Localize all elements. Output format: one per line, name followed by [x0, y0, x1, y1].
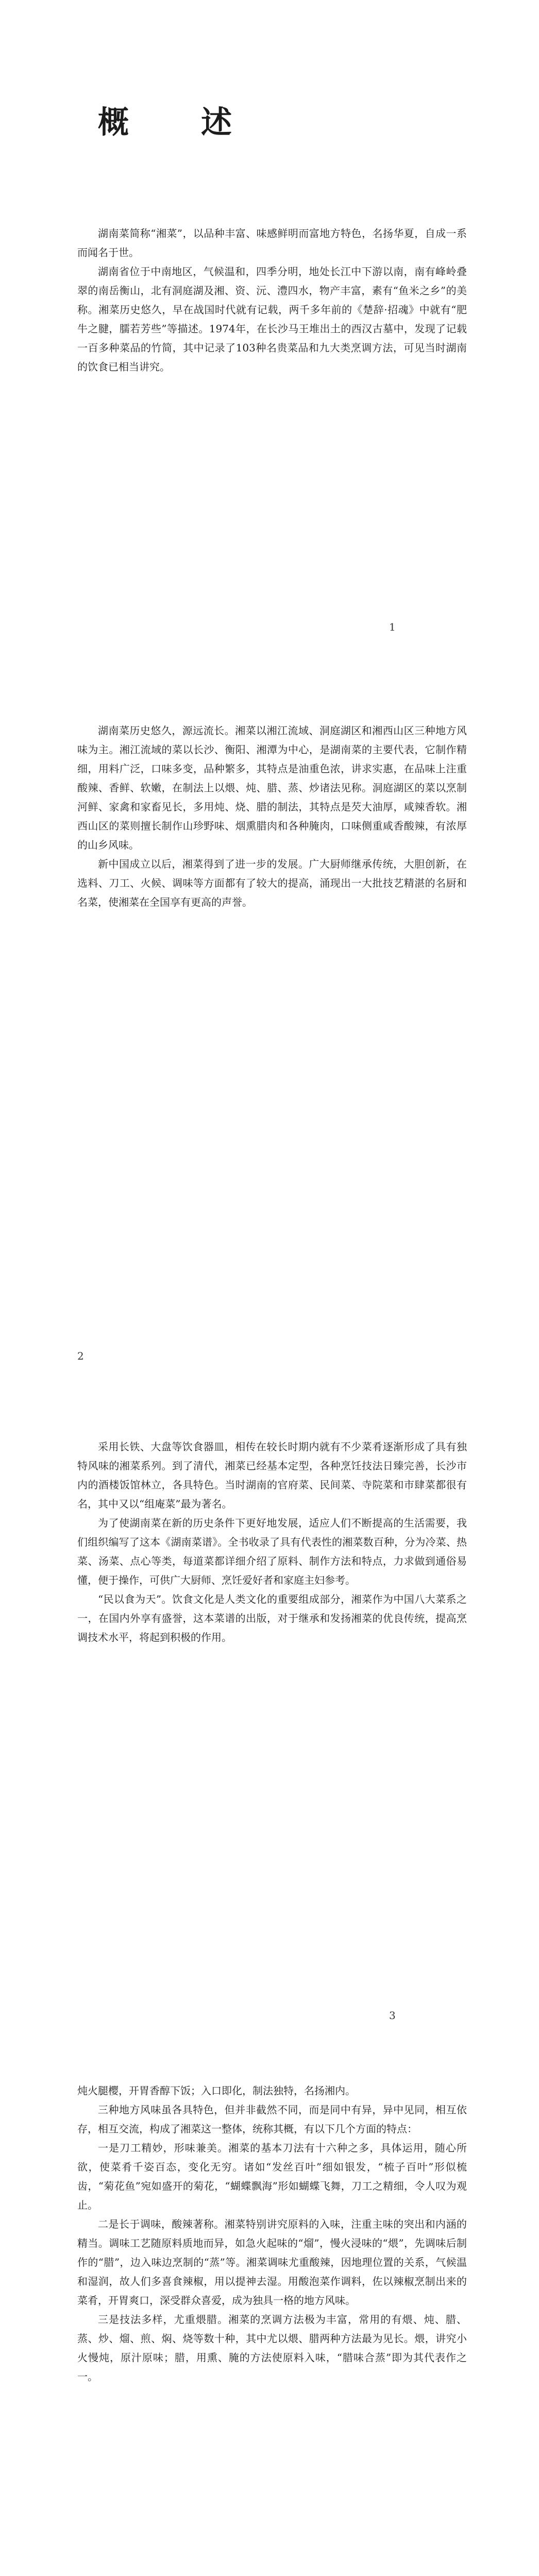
page-number: 3 — [389, 2009, 396, 2022]
paragraph: 三是技法多样，尤重煨腊。湘菜的烹调方法极为丰富，常用的有煨、炖、腊、蒸、炒、熘、煎、焖、烧等数十种，其中尤以煨、腊两种方法最为见长。煨，讲究小火慢炖，原汁原味；腊，用熏、腌的方法使原料入味，“腊味合蒸”即为其代表作之一。 — [77, 2313, 467, 2383]
paragraph: 湖南菜历史悠久，源远流长。湘菜以湘江流域、洞庭湖区和湘西山区三种地方风味为主。湘江流域的菜以长沙、衡阳、湘潭为中心，是湖南菜的主要代表，它制作精细，用料广泛，口味多变，品种繁多，其特点是油重色浓，讲求实惠，在品味上注重酸辣、香鲜、软嫩，在制法上以煨、炖、腊、蒸、炒诸法见称。洞庭湖区的菜以烹制河鲜、家禽和家畜见长，多用炖、烧、腊的制法，其特点是芡大油厚，咸辣香软。湘西山区的菜则擅长制作山珍野味、烟熏腊肉和各种腌肉，口味侧重咸香酸辣，有浓厚的山乡风味。 — [77, 724, 467, 851]
paragraph: 三种地方风味虽各具特色，但并非截然不同，而是同中有异，异中见同，相互依存，相互交流，构成了湘菜这一整体，统称其概，有以下几个方面的特点： — [77, 2104, 467, 2135]
paragraph: 二是长于调味，酸辣著称。湘菜特别讲究原料的入味，注重主味的突出和内涵的精当。调味工艺随原料质地而异，如急火起味的“熘”，慢火浸味的“煨”，先调味后制作的“腊”，边入味边烹制的“蒸”等。湘菜调味尤重酸辣，因地理位置的关系，气候温和湿润，故人们多喜食辣椒，用以提神去湿。用酸泡菜作调料，佐以辣椒烹制出来的菜肴，开胃爽口，深受群众喜爱，成为独具一格的地方风味。 — [77, 2218, 467, 2307]
page-4-text — [77, 2081, 467, 2386]
page-number: 1 — [389, 621, 396, 633]
document-page-1 — [0, 0, 539, 685]
paragraph: 湖南省位于中南地区，气候温和，四季分明，地处长江中下游以南，南有峰岭叠翠的南岳衡山，北有洞庭湖及湘、资、沅、澧四水，物产丰富，素有“鱼米之乡”的美称。湘菜历史悠久，早在战国时代就有记载，两千多年前的《楚辞·招魂》中就有“肥牛之腱，臑若芳些”等描述。1974年，在长沙马王堆出土的西汉古墓中，发现了记载一百多种菜品的竹简，其中记录了103种名贵菜品和九大类烹调方法，可见当时湖南的饮食已相当讲究。 — [77, 265, 467, 373]
document-page-3 — [0, 1370, 539, 2045]
paragraph: 一是刀工精妙，形味兼美。湘菜的基本刀法有十六种之多，具体运用，随心所欲，使菜肴千姿百态，变化无穷。诸如“发丝百叶”细如银发，“梳子百叶”形似梳齿，“菊花鱼”宛如盛开的菊花，“蝴蝶飘海”形如蝴蝶飞舞，刀工之精细，令人叹为观止。 — [77, 2142, 467, 2211]
document-page-4 — [0, 2045, 539, 2576]
page-2-text — [77, 721, 467, 912]
paragraph: 新中国成立以后，湘菜得到了进一步的发展。广大厨师继承传统，大胆创新，在选料、刀工、火候、调味等方面都有了较大的提高，涌现出一大批技艺精湛的名厨和名菜，使湘菜在全国享有更高的声誉。 — [77, 858, 467, 908]
paragraph: 为了使湖南菜在新的历史条件下更好地发展，适应人们不断提高的生活需要，我们组织编写了这本《湖南菜谱》。全书收录了具有代表性的湘菜数百种，分为冷菜、热菜、汤菜、点心等类，每道菜都详细介绍了原料、制作方法和特点，力求做到通俗易懂，便于操作，可供广大厨师、烹饪爱好者和家庭主妇参考。 — [77, 1517, 467, 1586]
page-3-text — [77, 1437, 467, 1647]
document-page-2 — [0, 685, 539, 1370]
document-title: 概 述 — [98, 105, 252, 141]
page-1-text — [77, 224, 467, 377]
page-number: 2 — [77, 1350, 84, 1362]
paragraph: 采用长铁、大盘等饮食器皿，相传在较长时期内就有不少菜肴逐渐形成了具有独特风味的湘菜系列。到了清代，湘菜已经基本定型，各种烹饪技法日臻完善，长沙市内的酒楼饭馆林立，各具特色。当时湖南的官府菜、民间菜、寺院菜和市肆菜都很有名，其中又以“组庵菜”最为著名。 — [77, 1440, 467, 1510]
paragraph: “民以食为天”。饮食文化是人类文化的重要组成部分，湘菜作为中国八大菜系之一，在国内外享有盛誉，这本菜谱的出版，对于继承和发扬湘菜的优良传统，提高烹调技术水平，将起到积极的作用。 — [77, 1593, 467, 1643]
paragraph: 湖南菜简称“湘菜”，以品种丰富、味感鲜明而富地方特色，名扬华夏，自成一系而闻名于世。 — [77, 227, 467, 259]
paragraph: 炖火腿樱，开胃香醇下饭；入口即化，制法独特，名扬湘内。 — [77, 2084, 356, 2097]
